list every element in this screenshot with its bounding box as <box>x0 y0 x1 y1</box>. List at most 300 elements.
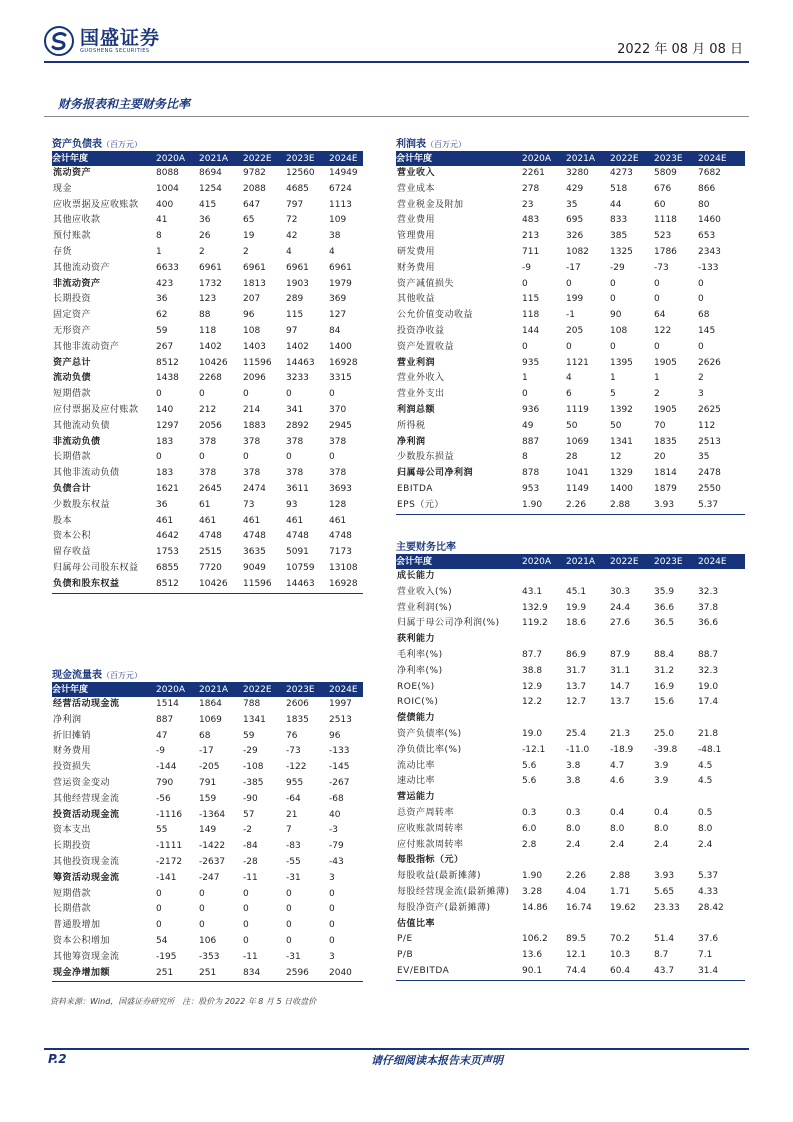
cell-value: 1.71 <box>610 886 631 897</box>
row-label: 应付账款周转率 <box>397 839 464 850</box>
table-header-row <box>396 555 745 569</box>
category-row <box>396 632 745 648</box>
cell-value: 3315 <box>329 373 352 384</box>
table-row <box>52 823 363 839</box>
cell-value: 0 <box>286 452 292 463</box>
row-label: ROE(%) <box>397 681 435 692</box>
table-row <box>396 182 745 198</box>
row-label: 营业利润 <box>397 357 436 368</box>
cell-value: 378 <box>243 436 261 447</box>
cell-value: 695 <box>566 215 584 226</box>
cell-value: 13.7 <box>566 681 587 692</box>
cell-value: 4.6 <box>610 776 625 787</box>
cell-value: 8 <box>156 231 162 242</box>
row-label: 其他经营现金流 <box>53 793 120 804</box>
cell-value: 2625 <box>698 404 721 415</box>
row-label: 非流动负债 <box>53 436 101 447</box>
cell-value: -48.1 <box>698 744 722 755</box>
cell-value: 0 <box>243 452 249 463</box>
cash-flow-block <box>52 669 363 982</box>
row-label: 其他流动资产 <box>53 262 111 273</box>
header-divider <box>44 61 749 63</box>
cell-value: 112 <box>698 420 716 431</box>
header-label: 会计年度 <box>52 152 156 166</box>
cell-value: 385 <box>610 231 628 242</box>
cell-value: 10426 <box>199 357 228 368</box>
cell-value: 0 <box>329 904 335 915</box>
row-label: 营业费用 <box>397 215 436 226</box>
year-header: 2022E <box>610 555 654 569</box>
cell-value: 1149 <box>566 483 589 494</box>
row-label: 偿债能力 <box>397 713 436 724</box>
cell-value: 461 <box>156 515 174 526</box>
year-header: 2023E <box>286 152 329 166</box>
cell-value <box>610 569 654 585</box>
cell-value: 5.37 <box>698 498 745 514</box>
cell-value: 50 <box>610 420 622 431</box>
cell-value: 523 <box>654 231 672 242</box>
row-label: 营运能力 <box>397 792 436 803</box>
cell-value: 37.8 <box>698 602 719 613</box>
cell-value: 2626 <box>698 357 721 368</box>
cell-value: 9049 <box>243 562 266 573</box>
cell-value: 2096 <box>243 373 266 384</box>
cell-value <box>610 632 654 648</box>
cell-value: 42 <box>286 231 298 242</box>
cell-value: 84 <box>329 325 341 336</box>
cell-value: 97 <box>286 325 298 336</box>
cell-value: 369 <box>329 294 347 305</box>
cell-value: 2 <box>243 246 249 257</box>
row-label: 存货 <box>53 246 73 257</box>
row-label: 负债合计 <box>53 483 92 494</box>
cell-value: 4748 <box>199 531 222 542</box>
cell-value: 3233 <box>286 373 309 384</box>
cell-value <box>654 853 698 869</box>
cell-value: 3.9 <box>654 760 669 771</box>
table-row <box>52 966 363 982</box>
row-label: 投资活动现金流 <box>53 809 120 820</box>
cell-value: 132.9 <box>522 602 548 613</box>
cash-flow-title-text: 现金流量表 <box>52 670 102 681</box>
cell-value: -84 <box>243 841 258 852</box>
table-row <box>396 648 745 664</box>
row-label: 营业税金及附加 <box>397 199 464 210</box>
table-row <box>52 902 363 918</box>
company-name-en: GUOSHENG SECURITIES <box>80 47 150 54</box>
row-label: 流动资产 <box>53 168 92 178</box>
cell-value: 12.9 <box>522 681 543 692</box>
cell-value: 0 <box>329 389 335 400</box>
table-row <box>52 561 363 577</box>
cell-value: 0 <box>156 904 162 915</box>
cell-value: 96 <box>243 310 255 321</box>
cell-value: 32.3 <box>698 665 719 676</box>
row-label: 少数股东权益 <box>53 499 111 510</box>
cell-value: 1 <box>156 246 162 257</box>
cell-value: 6 <box>566 389 572 400</box>
cell-value: 1813 <box>243 278 266 289</box>
table-row <box>52 371 363 387</box>
cell-value: 0 <box>610 294 616 305</box>
category-row <box>396 917 745 933</box>
row-label: 固定资产 <box>53 310 92 321</box>
cell-value: -55 <box>286 856 301 867</box>
table-row <box>396 498 745 514</box>
cell-value: 25.4 <box>566 728 587 739</box>
cell-value: 0 <box>199 452 205 463</box>
cell-value: -267 <box>329 777 350 788</box>
cell-value: 400 <box>156 199 174 210</box>
cell-value: 8 <box>522 452 528 463</box>
cell-value <box>698 853 745 869</box>
cell-value: -195 <box>156 951 177 962</box>
header-label: 会计年度 <box>396 152 522 166</box>
row-label: 净负债比率(%) <box>397 744 462 755</box>
cell-value <box>522 711 566 727</box>
cell-value: 1254 <box>199 183 222 194</box>
row-label: 经营活动现金流 <box>53 699 120 709</box>
cell-value: 2 <box>654 389 660 400</box>
row-label: 其他应收款 <box>53 215 101 226</box>
cell-value: -122 <box>286 762 307 773</box>
cell-value: 61 <box>199 499 211 510</box>
cell-value: 8512 <box>156 577 199 593</box>
cell-value: 676 <box>654 183 672 194</box>
table-row <box>396 403 745 419</box>
cell-value: 0 <box>286 920 292 931</box>
cell-value: 1905 <box>654 357 677 368</box>
cell-value: 183 <box>156 468 174 479</box>
cell-value: 1069 <box>199 714 222 725</box>
cell-value: 1082 <box>566 246 589 257</box>
cell-value: 1400 <box>329 341 352 352</box>
cell-value: -28 <box>243 856 258 867</box>
table-row <box>52 245 363 261</box>
cash-flow-table <box>52 683 363 982</box>
cell-value: 0 <box>522 389 528 400</box>
year-header: 2020A <box>522 152 566 166</box>
cell-value: 31.1 <box>610 665 631 676</box>
cell-value: -247 <box>199 872 220 883</box>
cell-value: 14949 <box>329 168 358 178</box>
row-label: 净利率(%) <box>397 665 443 676</box>
cell-value: 797 <box>286 199 304 210</box>
cell-value <box>610 711 654 727</box>
row-label: 营业成本 <box>397 183 436 194</box>
table-header-row <box>52 152 363 166</box>
cell-value: 23 <box>522 199 534 210</box>
cell-value: 2.4 <box>654 839 669 850</box>
row-label: 资产处置收益 <box>397 341 455 352</box>
cell-value: 0 <box>286 935 292 946</box>
company-logo <box>44 24 160 58</box>
cell-value: 87.9 <box>610 649 631 660</box>
section-divider <box>44 116 749 117</box>
cell-value: 3.8 <box>566 776 581 787</box>
cell-value: -353 <box>199 951 220 962</box>
page-number: P.2 <box>48 1052 67 1066</box>
table-row <box>396 948 745 964</box>
cell-value: 0 <box>698 278 704 289</box>
cell-value: 17.4 <box>698 697 719 708</box>
row-label: 每股收益(最新摊薄) <box>397 871 482 882</box>
table-row <box>396 680 745 696</box>
cell-value: 14.86 <box>522 902 548 913</box>
cell-value: 461 <box>329 515 347 526</box>
cell-value: 1.90 <box>522 871 543 882</box>
cell-value: -9 <box>522 262 531 273</box>
cell-value: 0 <box>286 389 292 400</box>
cell-value: 11596 <box>243 357 272 368</box>
cell-value <box>566 853 610 869</box>
table-row <box>52 450 363 466</box>
cell-value: 12.2 <box>522 697 543 708</box>
cell-value: 378 <box>199 468 217 479</box>
cell-value: 2596 <box>286 966 329 982</box>
cell-value: 0 <box>156 452 162 463</box>
cell-value: 0 <box>243 904 249 915</box>
cell-value: 4.5 <box>698 776 713 787</box>
cell-value: -1116 <box>156 809 183 820</box>
row-label: 营业利润(%) <box>397 602 453 613</box>
cell-value: 0 <box>522 278 528 289</box>
cell-value: 378 <box>243 468 261 479</box>
cell-value: 28 <box>566 452 578 463</box>
row-label: 长期借款 <box>53 904 92 915</box>
table-row <box>52 340 363 356</box>
table-row <box>396 964 745 980</box>
row-label: 无形资产 <box>53 325 92 336</box>
table-row <box>396 774 745 790</box>
cell-value: 12560 <box>286 168 315 178</box>
row-label: 归属母公司净利润 <box>397 468 474 479</box>
table-row <box>52 403 363 419</box>
cell-value: -31 <box>286 951 301 962</box>
income-statement-unit: （百万元） <box>426 140 466 149</box>
year-header: 2020A <box>156 152 199 166</box>
cell-value: 38.8 <box>522 665 543 676</box>
cell-value: 0 <box>243 888 249 899</box>
cell-value: 2513 <box>698 436 721 447</box>
cell-value: 2.4 <box>566 839 581 850</box>
cell-value: 3.9 <box>654 776 669 787</box>
cell-value: 423 <box>156 278 174 289</box>
cell-value: 90.1 <box>522 964 566 980</box>
cell-value: 6961 <box>329 262 352 273</box>
cell-value: 1118 <box>654 215 677 226</box>
cell-value: 2268 <box>199 373 222 384</box>
cell-value: -17 <box>199 746 214 757</box>
row-label: 资产总计 <box>53 357 92 368</box>
cell-value: -73 <box>654 262 669 273</box>
cell-value: -79 <box>329 841 344 852</box>
cell-value: -11 <box>243 951 258 962</box>
cell-value: 123 <box>199 294 217 305</box>
cell-value: 4.5 <box>698 760 713 771</box>
cell-value: 6961 <box>286 262 309 273</box>
cell-value: 1753 <box>156 547 179 558</box>
cell-value <box>654 632 698 648</box>
cell-value: 8.0 <box>654 823 669 834</box>
cell-value: 2478 <box>698 468 721 479</box>
financial-ratios-title <box>396 541 745 554</box>
cell-value: 16928 <box>329 577 363 593</box>
cell-value: 19.0 <box>522 728 543 739</box>
row-label: 净利润 <box>397 436 426 447</box>
cell-value: 1814 <box>654 468 677 479</box>
year-header: 2021A <box>199 683 243 697</box>
row-label: 投资净收益 <box>397 325 445 336</box>
cell-value: 955 <box>286 777 304 788</box>
cell-value: 72 <box>286 215 298 226</box>
row-label: ROIC(%) <box>397 697 439 708</box>
cell-value <box>522 853 566 869</box>
cell-value: 26 <box>199 231 211 242</box>
row-label: 所得税 <box>397 420 426 431</box>
cell-value: 1121 <box>566 357 589 368</box>
table-row <box>396 356 745 372</box>
cell-value: 23.33 <box>654 902 680 913</box>
cell-value: 887 <box>156 714 174 725</box>
cell-value: 518 <box>610 183 628 194</box>
cell-value <box>654 711 698 727</box>
cell-value: 12.1 <box>566 950 587 961</box>
cell-value <box>698 711 745 727</box>
cell-value: 0 <box>698 294 704 305</box>
table-row <box>52 577 363 593</box>
table-row <box>52 729 363 745</box>
row-label: 投资损失 <box>53 762 92 773</box>
table-row <box>396 727 745 743</box>
table-row <box>52 261 363 277</box>
cell-value: 1400 <box>610 483 633 494</box>
cell-value: -29 <box>610 262 625 273</box>
cell-value: 326 <box>566 231 584 242</box>
table-row <box>396 245 745 261</box>
cell-value: 68 <box>199 730 211 741</box>
source-footnote: 资料来源：Wind，国盛证券研究所 注：股价为 2022 年 8 月 5 日收盘价 <box>50 997 317 1006</box>
cell-value: 60.4 <box>610 964 654 980</box>
row-label: 资本支出 <box>53 825 92 836</box>
cell-value: 127 <box>329 310 347 321</box>
cell-value: -11 <box>243 872 258 883</box>
row-label: EV/EBITDA <box>396 964 522 980</box>
table-row <box>52 871 363 887</box>
row-label: EBITDA <box>397 483 433 494</box>
cell-value: 50 <box>566 420 578 431</box>
cell-value: 4.33 <box>698 886 719 897</box>
cell-value: 8694 <box>199 168 222 178</box>
cell-value: 13.6 <box>522 950 543 961</box>
table-row <box>396 261 745 277</box>
cell-value: 378 <box>286 436 304 447</box>
cell-value: 76 <box>286 730 298 741</box>
cell-value: 41 <box>156 215 168 226</box>
cell-value: -2 <box>243 825 252 836</box>
cell-value: 13108 <box>329 562 358 573</box>
cell-value: 13.7 <box>610 697 631 708</box>
cell-value: 2 <box>698 373 704 384</box>
cell-value: 2056 <box>199 420 222 431</box>
cell-value: 788 <box>243 699 261 709</box>
cell-value: 1392 <box>610 404 633 415</box>
table-row <box>52 713 363 729</box>
cell-value <box>566 569 610 585</box>
cell-value <box>566 917 610 933</box>
cell-value: 0 <box>199 920 205 931</box>
balance-sheet-unit: （百万元） <box>102 140 142 149</box>
cell-value: 0 <box>522 341 528 352</box>
cell-value: 18.6 <box>566 618 587 629</box>
table-row <box>52 387 363 403</box>
cell-value: -17 <box>566 262 581 273</box>
cell-value: 118 <box>522 310 540 321</box>
row-label: 现金 <box>53 183 73 194</box>
row-label: 财务费用 <box>53 746 92 757</box>
cell-value: 70.2 <box>610 934 631 945</box>
cell-value: 0.4 <box>610 807 625 818</box>
row-label: 长期投资 <box>53 841 92 852</box>
cell-value: 461 <box>199 515 217 526</box>
row-label: 其他非流动资产 <box>53 341 120 352</box>
cell-value: 833 <box>610 215 628 226</box>
cell-value: 65 <box>243 215 255 226</box>
cell-value: 3280 <box>566 168 589 178</box>
cell-value: 4642 <box>156 531 179 542</box>
cell-value: 0 <box>329 935 335 946</box>
cell-value: -1364 <box>199 809 226 820</box>
cell-value: 35.9 <box>654 586 675 597</box>
cell-value: 212 <box>199 404 217 415</box>
table-row <box>396 229 745 245</box>
table-row <box>52 934 363 950</box>
cell-value: 7720 <box>199 562 222 573</box>
cell-value: 70 <box>654 420 666 431</box>
cell-value: 10426 <box>199 577 243 593</box>
row-label: 流动比率 <box>397 760 436 771</box>
cell-value: 711 <box>522 246 540 257</box>
year-header: 2023E <box>286 683 329 697</box>
cell-value: 1879 <box>654 483 677 494</box>
cell-value <box>522 569 566 585</box>
cell-value: 4748 <box>286 531 309 542</box>
cell-value: 0 <box>243 920 249 931</box>
cell-value: 6961 <box>199 262 222 273</box>
cell-value: 2892 <box>286 420 309 431</box>
cell-value: 16.74 <box>566 902 592 913</box>
cell-value: -18.9 <box>610 744 634 755</box>
cell-value: 159 <box>199 793 217 804</box>
section-title: 财务报表和主要财务比率 <box>58 97 191 111</box>
cell-value: 0 <box>156 920 162 931</box>
cell-value: 14463 <box>286 357 315 368</box>
cell-value: 213 <box>522 231 540 242</box>
cell-value: 80 <box>698 199 710 210</box>
row-label: 普通股增加 <box>53 920 101 931</box>
table-row <box>52 514 363 530</box>
table-row <box>52 292 363 308</box>
cell-value: 1460 <box>698 215 721 226</box>
cell-value: -56 <box>156 793 171 804</box>
cell-value: 7173 <box>329 547 352 558</box>
row-label: 短期借款 <box>53 888 92 899</box>
cell-value: -2637 <box>199 856 226 867</box>
cell-value: 36.5 <box>654 618 675 629</box>
cell-value: 2.4 <box>610 839 625 850</box>
cell-value: 953 <box>522 483 540 494</box>
table-row <box>396 419 745 435</box>
